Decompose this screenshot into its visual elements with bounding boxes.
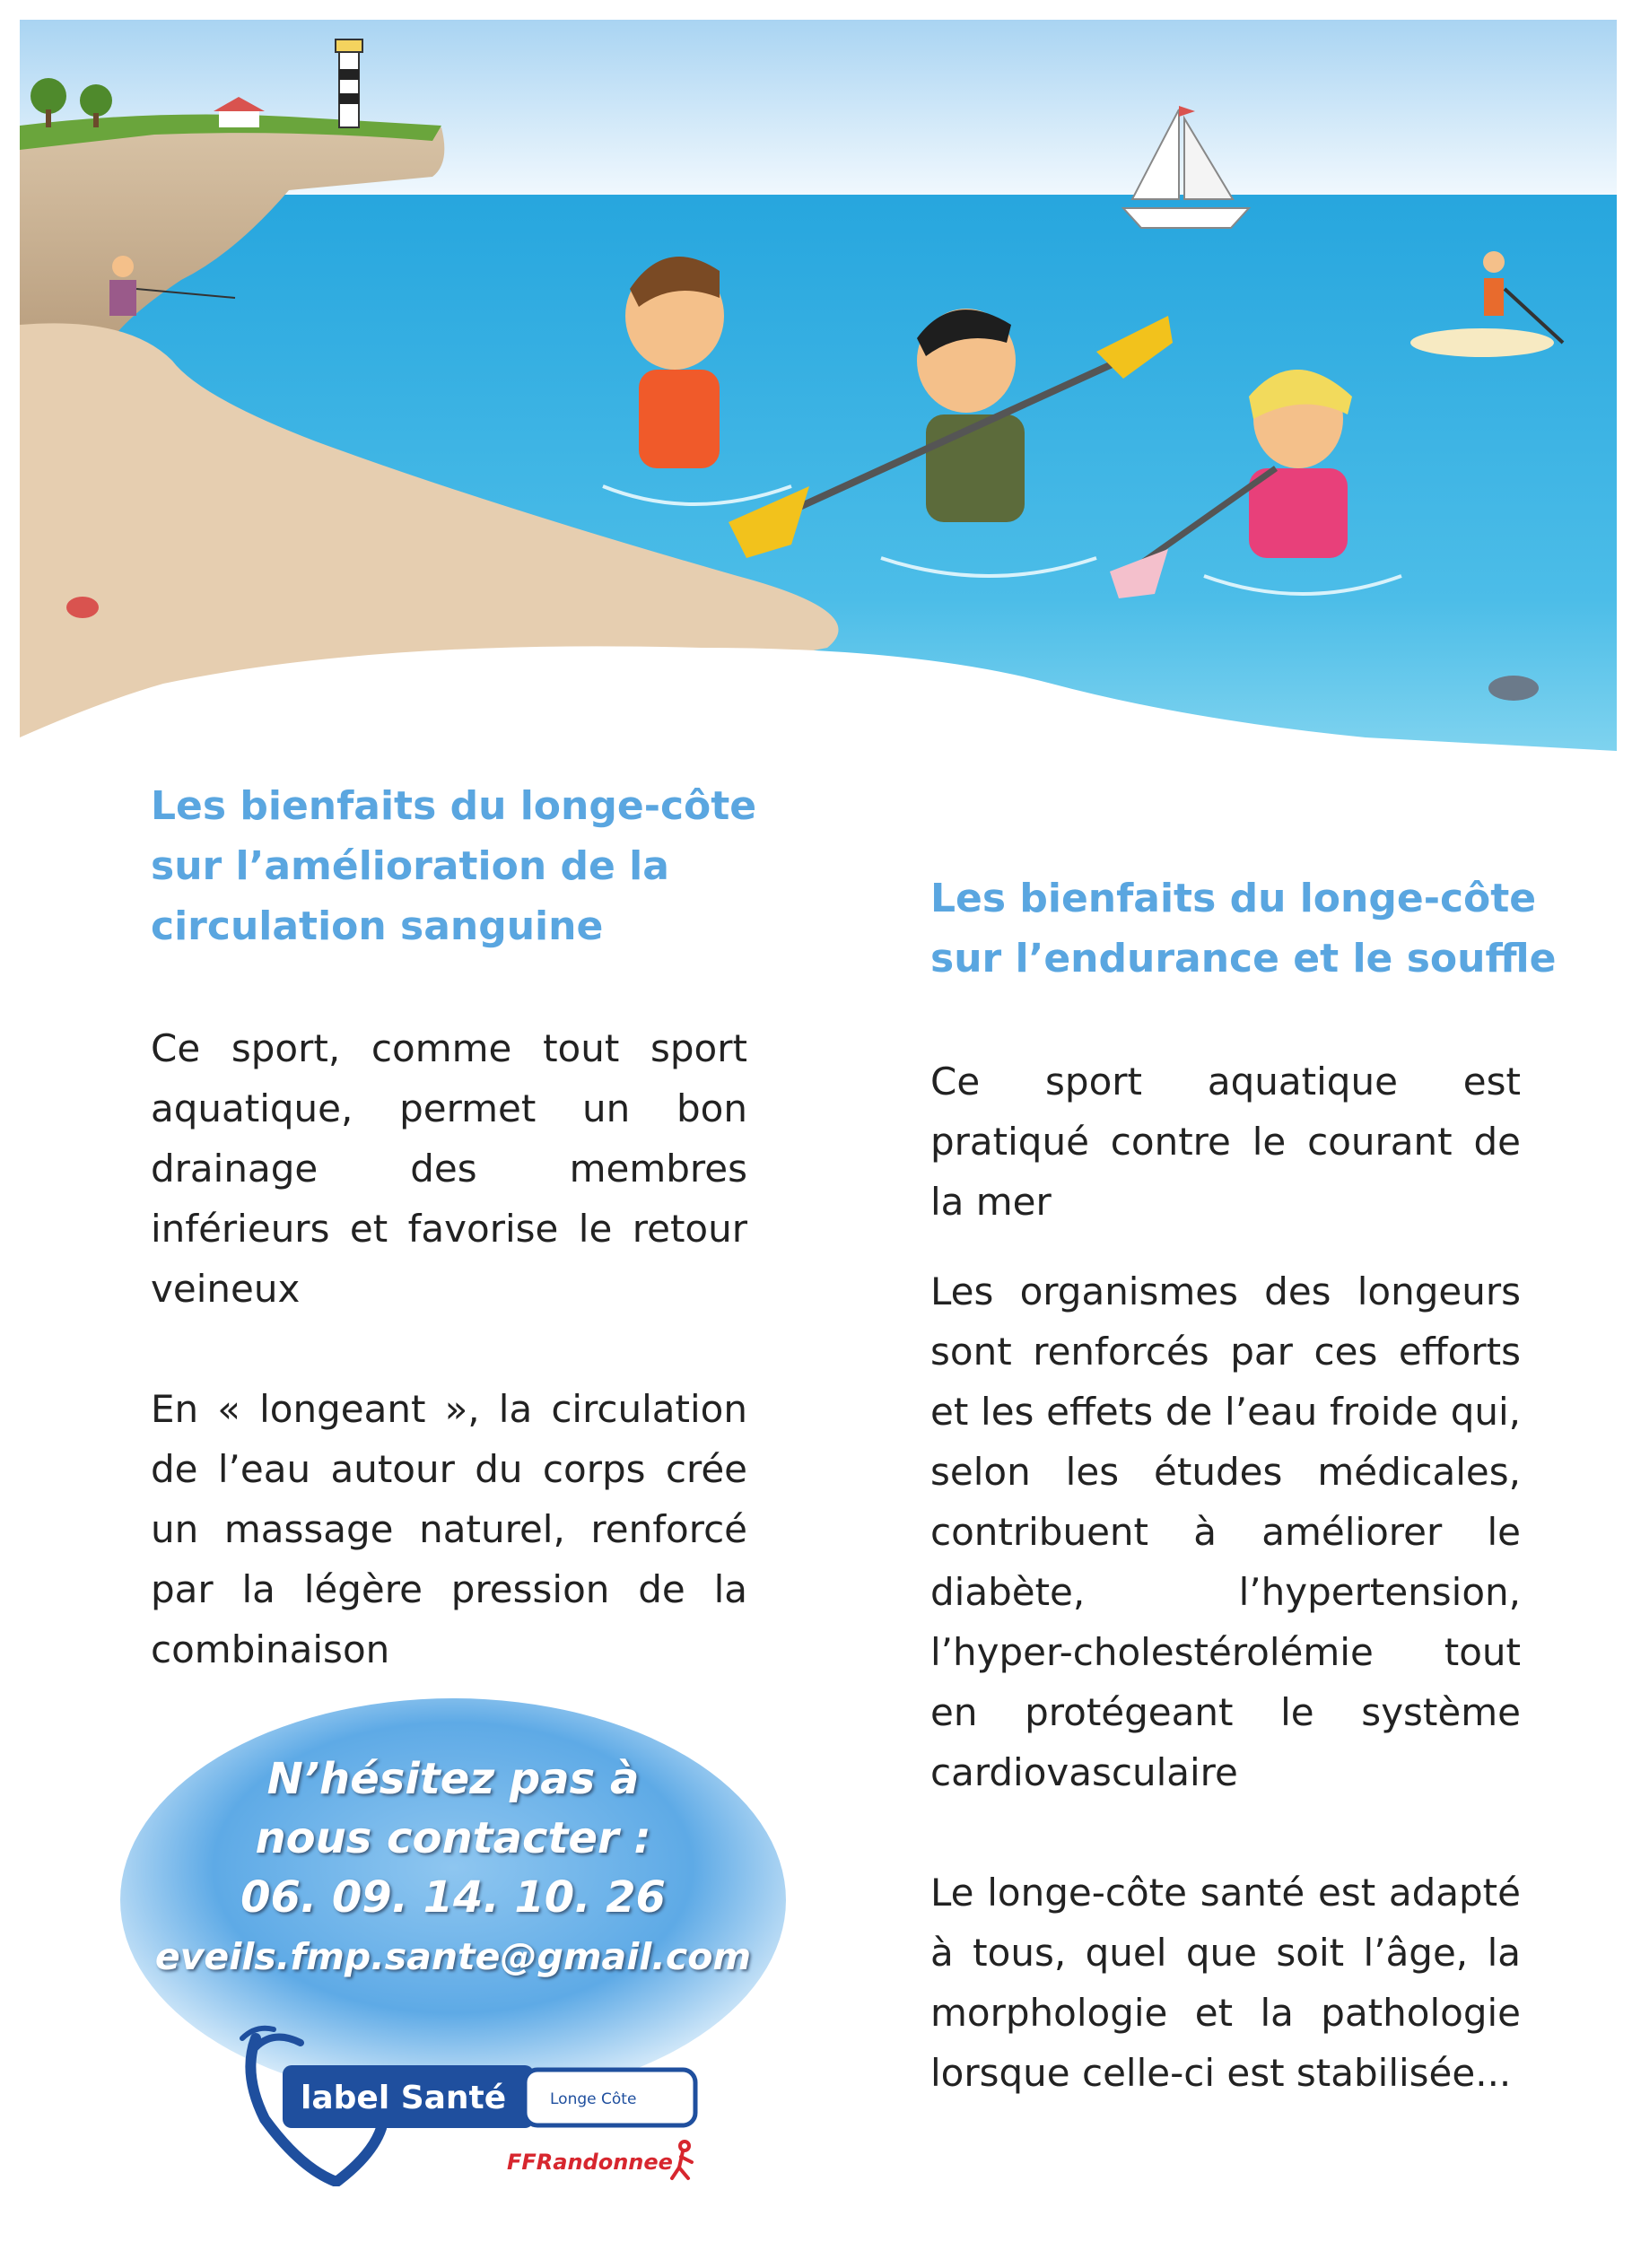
logo-main-text: label Santé: [301, 2080, 507, 2116]
contact-line: N’hésitez pas à: [266, 1754, 640, 1804]
right-paragraph: Le longe-côte santé est adapté à tous, quel que soit l’âge, la morphologie et la pathologie lorsque celle-ci est stabilisée...: [930, 1871, 1521, 2095]
phone-number[interactable]: 06. 09. 14. 10. 26: [240, 1872, 666, 1923]
left-heading-line: Les bienfaits du longe-côte: [151, 783, 757, 829]
left-heading-line: circulation sanguine: [151, 903, 604, 949]
contact-line: nous contacter :: [255, 1813, 651, 1863]
right-heading-line: Les bienfaits du longe-côte: [930, 876, 1537, 921]
contact-info: [120, 1749, 786, 1986]
federation-text: FFRandonnee: [507, 2150, 673, 2175]
right-paragraph: Les organismes des longeurs sont renforcés par ces efforts et les effets de l’eau froide qui, selon les études médicales, contribuent à améliorer le diabète, l’hypertension, l’hyper-cholestérolémie tout en protégeant le système cardiovasculaire: [930, 1269, 1521, 1794]
hero-illustration: [20, 20, 1617, 773]
left-section-body: [151, 1018, 747, 1679]
right-section-heading: [930, 868, 1612, 989]
right-section-body: [930, 1051, 1521, 2103]
label-sante-logo: [238, 2020, 704, 2186]
left-section-heading: [151, 776, 779, 956]
right-heading-line: sur l’endurance et le souffle: [930, 936, 1557, 981]
left-paragraph: En « longeant », la circulation de l’eau autour du corps crée un massage naturel, renforcé par la légère pression de la combinaison: [151, 1387, 747, 1671]
email-address[interactable]: eveils.fmp.sante@gmail.com: [154, 1935, 752, 1978]
hiker-icon: [672, 2142, 692, 2178]
logo-sub-text: Longe Côte: [550, 2090, 637, 2108]
left-heading-line: sur l’amélioration de la: [151, 843, 669, 889]
right-paragraph: Ce sport aquatique est pratiqué contre le courant de la mer: [930, 1060, 1521, 1224]
left-paragraph: Ce sport, comme tout sport aquatique, permet un bon drainage des membres inférieurs et favorise le retour veineux: [151, 1026, 747, 1311]
